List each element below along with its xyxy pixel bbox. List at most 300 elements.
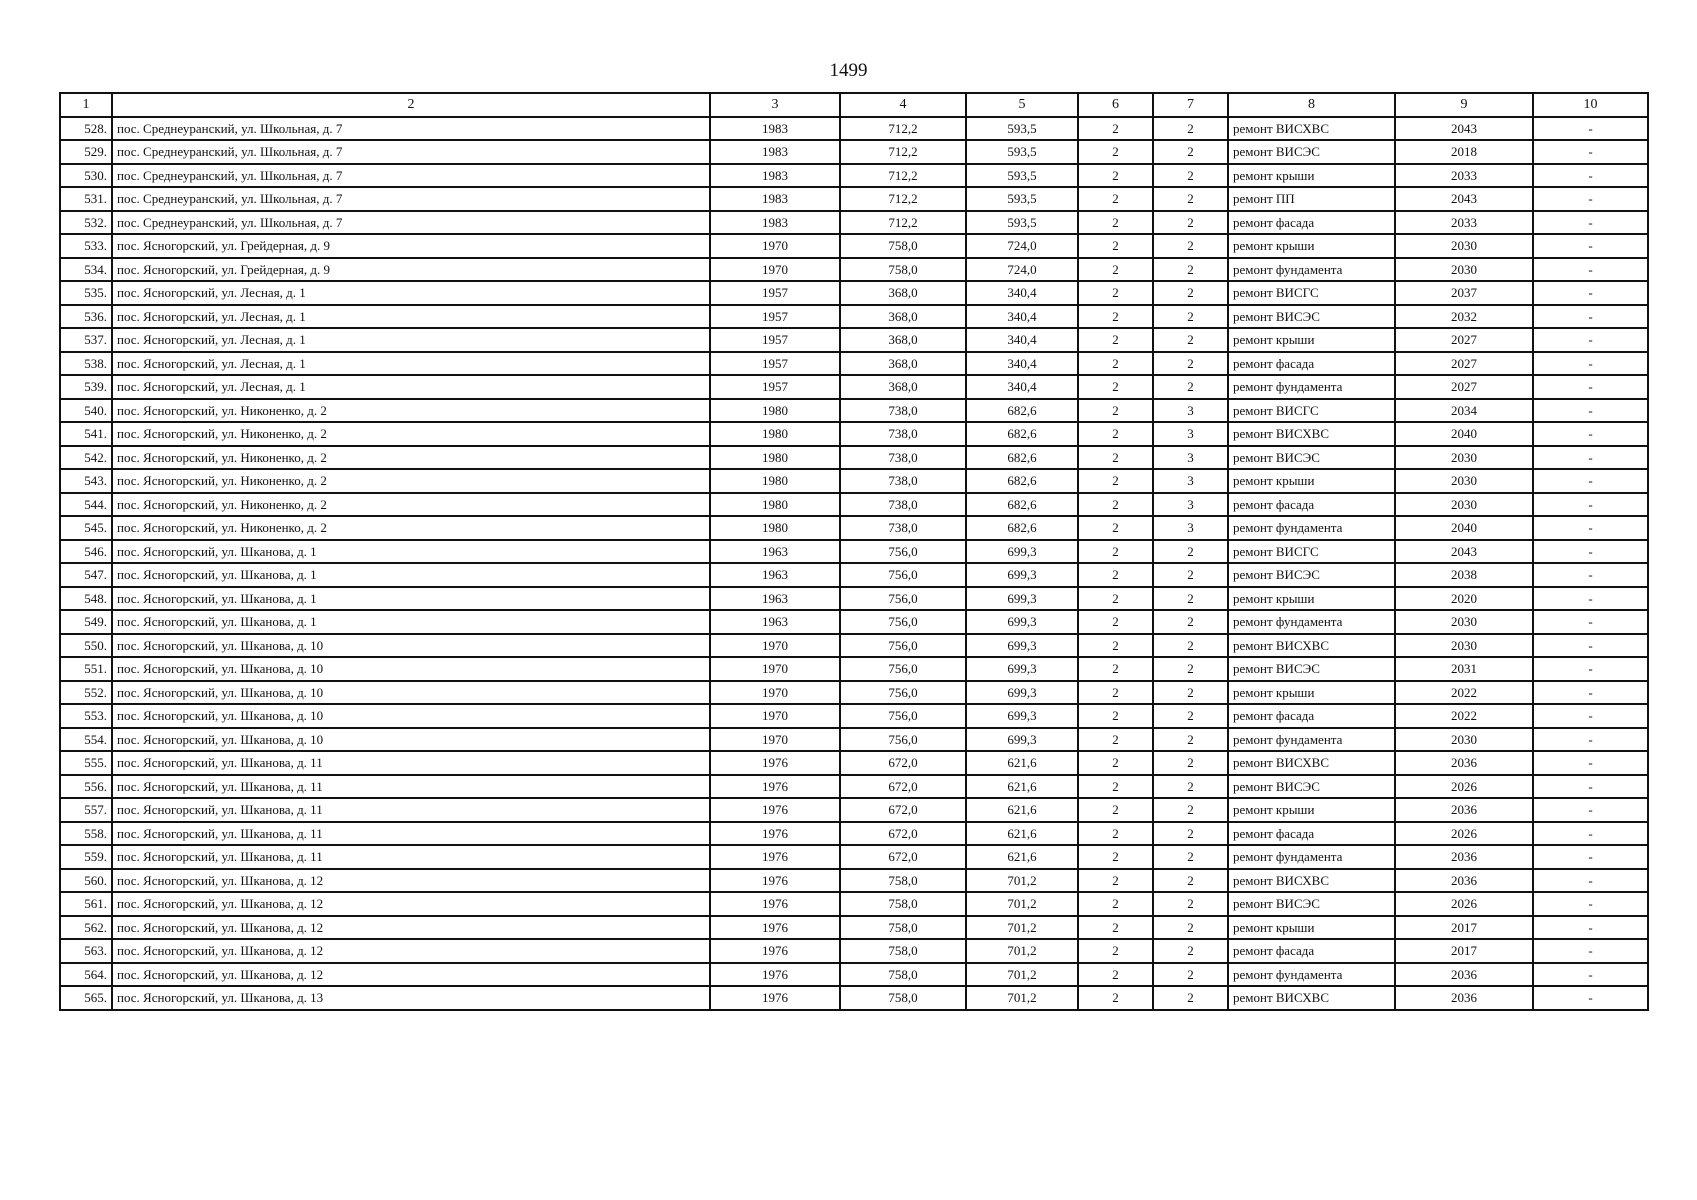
address-cell: пос. Ясногорский, ул. Никоненко, д. 2 [112, 469, 710, 493]
row-number: 529. [60, 140, 112, 164]
table-row [60, 563, 1648, 587]
living-area-cell: 701,2 [966, 986, 1078, 1010]
col10-cell: - [1533, 822, 1648, 846]
living-area-cell: 621,6 [966, 798, 1078, 822]
planned-year-cell: 2036 [1395, 751, 1533, 775]
living-area-cell: 621,6 [966, 751, 1078, 775]
planned-year-cell: 2043 [1395, 117, 1533, 141]
col7-cell: 2 [1153, 117, 1228, 141]
year-built-cell: 1957 [710, 328, 840, 352]
table-row [60, 493, 1648, 517]
col6-cell: 2 [1078, 775, 1153, 799]
total-area-cell: 756,0 [840, 634, 966, 658]
total-area-cell: 712,2 [840, 211, 966, 235]
planned-year-cell: 2030 [1395, 610, 1533, 634]
address-cell: пос. Ясногорский, ул. Шканова, д. 10 [112, 728, 710, 752]
year-built-cell: 1980 [710, 516, 840, 540]
table-row [60, 657, 1648, 681]
total-area-cell: 738,0 [840, 516, 966, 540]
col7-cell: 2 [1153, 775, 1228, 799]
address-cell: пос. Ясногорский, ул. Лесная, д. 1 [112, 375, 710, 399]
table-row [60, 963, 1648, 987]
work-type-cell: ремонт ВИСГС [1228, 399, 1395, 423]
work-type-cell: ремонт фундамента [1228, 516, 1395, 540]
total-area-cell: 756,0 [840, 681, 966, 705]
col7-cell: 2 [1153, 657, 1228, 681]
living-area-cell: 593,5 [966, 187, 1078, 211]
table-row [60, 375, 1648, 399]
row-number: 547. [60, 563, 112, 587]
row-number: 544. [60, 493, 112, 517]
column-header: 2 [112, 93, 710, 117]
year-built-cell: 1976 [710, 845, 840, 869]
row-number: 540. [60, 399, 112, 423]
total-area-cell: 368,0 [840, 305, 966, 329]
row-number: 545. [60, 516, 112, 540]
year-built-cell: 1970 [710, 234, 840, 258]
row-number: 561. [60, 892, 112, 916]
table-row [60, 634, 1648, 658]
page-number: 1499 [829, 60, 868, 81]
col10-cell: - [1533, 610, 1648, 634]
col6-cell: 2 [1078, 869, 1153, 893]
col7-cell: 2 [1153, 563, 1228, 587]
col6-cell: 2 [1078, 516, 1153, 540]
table-row [60, 986, 1648, 1010]
col7-cell: 2 [1153, 704, 1228, 728]
col10-cell: - [1533, 892, 1648, 916]
address-cell: пос. Ясногорский, ул. Шканова, д. 13 [112, 986, 710, 1010]
planned-year-cell: 2034 [1395, 399, 1533, 423]
year-built-cell: 1983 [710, 211, 840, 235]
address-cell: пос. Ясногорский, ул. Лесная, д. 1 [112, 305, 710, 329]
row-number: 557. [60, 798, 112, 822]
col10-cell: - [1533, 140, 1648, 164]
table-row [60, 446, 1648, 470]
address-cell: пос. Ясногорский, ул. Лесная, д. 1 [112, 281, 710, 305]
row-number: 539. [60, 375, 112, 399]
col6-cell: 2 [1078, 164, 1153, 188]
total-area-cell: 758,0 [840, 869, 966, 893]
address-cell: пос. Ясногорский, ул. Шканова, д. 11 [112, 798, 710, 822]
col6-cell: 2 [1078, 399, 1153, 423]
col10-cell: - [1533, 164, 1648, 188]
row-number: 535. [60, 281, 112, 305]
table-header-row [60, 93, 1648, 117]
work-type-cell: ремонт фасада [1228, 822, 1395, 846]
row-number: 552. [60, 681, 112, 705]
col6-cell: 2 [1078, 634, 1153, 658]
column-header: 4 [840, 93, 966, 117]
planned-year-cell: 2030 [1395, 258, 1533, 282]
col10-cell: - [1533, 211, 1648, 235]
address-cell: пос. Ясногорский, ул. Шканова, д. 11 [112, 775, 710, 799]
address-cell: пос. Ясногорский, ул. Шканова, д. 12 [112, 963, 710, 987]
table-row [60, 869, 1648, 893]
col6-cell: 2 [1078, 798, 1153, 822]
address-cell: пос. Ясногорский, ул. Шканова, д. 1 [112, 610, 710, 634]
work-type-cell: ремонт ВИСХВС [1228, 634, 1395, 658]
planned-year-cell: 2043 [1395, 540, 1533, 564]
work-type-cell: ремонт ВИСХВС [1228, 986, 1395, 1010]
table-row [60, 587, 1648, 611]
living-area-cell: 699,3 [966, 728, 1078, 752]
address-cell: пос. Ясногорский, ул. Шканова, д. 12 [112, 892, 710, 916]
address-cell: пос. Ясногорский, ул. Никоненко, д. 2 [112, 493, 710, 517]
table-row [60, 164, 1648, 188]
table-row [60, 775, 1648, 799]
col10-cell: - [1533, 845, 1648, 869]
year-built-cell: 1976 [710, 916, 840, 940]
year-built-cell: 1980 [710, 446, 840, 470]
work-type-cell: ремонт ПП [1228, 187, 1395, 211]
planned-year-cell: 2022 [1395, 704, 1533, 728]
living-area-cell: 340,4 [966, 375, 1078, 399]
address-cell: пос. Ясногорский, ул. Шканова, д. 1 [112, 540, 710, 564]
planned-year-cell: 2030 [1395, 728, 1533, 752]
planned-year-cell: 2036 [1395, 845, 1533, 869]
col6-cell: 2 [1078, 352, 1153, 376]
year-built-cell: 1963 [710, 540, 840, 564]
address-cell: пос. Ясногорский, ул. Шканова, д. 12 [112, 869, 710, 893]
work-type-cell: ремонт фундамента [1228, 375, 1395, 399]
address-cell: пос. Ясногорский, ул. Шканова, д. 12 [112, 916, 710, 940]
address-cell: пос. Ясногорский, ул. Лесная, д. 1 [112, 328, 710, 352]
living-area-cell: 682,6 [966, 422, 1078, 446]
col7-cell: 2 [1153, 211, 1228, 235]
row-number: 533. [60, 234, 112, 258]
address-cell: пос. Ясногорский, ул. Никоненко, д. 2 [112, 399, 710, 423]
work-type-cell: ремонт крыши [1228, 234, 1395, 258]
year-built-cell: 1957 [710, 352, 840, 376]
planned-year-cell: 2026 [1395, 892, 1533, 916]
col10-cell: - [1533, 963, 1648, 987]
address-cell: пос. Ясногорский, ул. Никоненко, д. 2 [112, 446, 710, 470]
row-number: 551. [60, 657, 112, 681]
table-row [60, 352, 1648, 376]
col7-cell: 2 [1153, 540, 1228, 564]
col6-cell: 2 [1078, 916, 1153, 940]
table-row [60, 117, 1648, 141]
col10-cell: - [1533, 234, 1648, 258]
col10-cell: - [1533, 493, 1648, 517]
table-row [60, 751, 1648, 775]
col7-cell: 2 [1153, 352, 1228, 376]
table-body [60, 117, 1648, 1010]
table-row [60, 540, 1648, 564]
col6-cell: 2 [1078, 305, 1153, 329]
living-area-cell: 340,4 [966, 328, 1078, 352]
col10-cell: - [1533, 328, 1648, 352]
col6-cell: 2 [1078, 281, 1153, 305]
work-type-cell: ремонт ВИСГС [1228, 281, 1395, 305]
row-number: 530. [60, 164, 112, 188]
row-number: 554. [60, 728, 112, 752]
col7-cell: 2 [1153, 869, 1228, 893]
table-row [60, 704, 1648, 728]
planned-year-cell: 2032 [1395, 305, 1533, 329]
total-area-cell: 672,0 [840, 822, 966, 846]
living-area-cell: 621,6 [966, 845, 1078, 869]
address-cell: пос. Ясногорский, ул. Шканова, д. 11 [112, 751, 710, 775]
planned-year-cell: 2027 [1395, 328, 1533, 352]
col6-cell: 2 [1078, 587, 1153, 611]
total-area-cell: 738,0 [840, 446, 966, 470]
col7-cell: 2 [1153, 164, 1228, 188]
year-built-cell: 1970 [710, 657, 840, 681]
planned-year-cell: 2027 [1395, 375, 1533, 399]
year-built-cell: 1980 [710, 399, 840, 423]
work-type-cell: ремонт ВИСХВС [1228, 869, 1395, 893]
table-row [60, 916, 1648, 940]
year-built-cell: 1983 [710, 117, 840, 141]
work-type-cell: ремонт ВИСЭС [1228, 446, 1395, 470]
year-built-cell: 1970 [710, 634, 840, 658]
row-number: 546. [60, 540, 112, 564]
living-area-cell: 340,4 [966, 281, 1078, 305]
living-area-cell: 724,0 [966, 258, 1078, 282]
col10-cell: - [1533, 281, 1648, 305]
planned-year-cell: 2018 [1395, 140, 1533, 164]
col7-cell: 2 [1153, 234, 1228, 258]
col6-cell: 2 [1078, 117, 1153, 141]
total-area-cell: 738,0 [840, 469, 966, 493]
col7-cell: 3 [1153, 469, 1228, 493]
col7-cell: 2 [1153, 798, 1228, 822]
work-type-cell: ремонт крыши [1228, 916, 1395, 940]
col6-cell: 2 [1078, 563, 1153, 587]
col10-cell: - [1533, 516, 1648, 540]
table-row [60, 845, 1648, 869]
planned-year-cell: 2037 [1395, 281, 1533, 305]
total-area-cell: 368,0 [840, 375, 966, 399]
work-type-cell: ремонт фундамента [1228, 258, 1395, 282]
table-row [60, 728, 1648, 752]
col7-cell: 2 [1153, 681, 1228, 705]
planned-year-cell: 2026 [1395, 775, 1533, 799]
total-area-cell: 368,0 [840, 281, 966, 305]
col10-cell: - [1533, 728, 1648, 752]
planned-year-cell: 2033 [1395, 211, 1533, 235]
col10-cell: - [1533, 704, 1648, 728]
total-area-cell: 756,0 [840, 587, 966, 611]
year-built-cell: 1957 [710, 281, 840, 305]
planned-year-cell: 2020 [1395, 587, 1533, 611]
col10-cell: - [1533, 352, 1648, 376]
planned-year-cell: 2040 [1395, 516, 1533, 540]
col7-cell: 2 [1153, 892, 1228, 916]
total-area-cell: 368,0 [840, 328, 966, 352]
living-area-cell: 724,0 [966, 234, 1078, 258]
col7-cell: 2 [1153, 258, 1228, 282]
total-area-cell: 758,0 [840, 939, 966, 963]
year-built-cell: 1963 [710, 563, 840, 587]
work-type-cell: ремонт ВИСЭС [1228, 775, 1395, 799]
living-area-cell: 682,6 [966, 446, 1078, 470]
year-built-cell: 1957 [710, 375, 840, 399]
address-cell: пос. Ясногорский, ул. Шканова, д. 1 [112, 563, 710, 587]
work-type-cell: ремонт ВИСХВС [1228, 117, 1395, 141]
row-number: 528. [60, 117, 112, 141]
table-row [60, 140, 1648, 164]
living-area-cell: 699,3 [966, 563, 1078, 587]
total-area-cell: 738,0 [840, 422, 966, 446]
table-row [60, 516, 1648, 540]
table-row [60, 187, 1648, 211]
living-area-cell: 699,3 [966, 610, 1078, 634]
address-cell: пос. Среднеуранский, ул. Школьная, д. 7 [112, 187, 710, 211]
address-cell: пос. Ясногорский, ул. Шканова, д. 1 [112, 587, 710, 611]
year-built-cell: 1976 [710, 869, 840, 893]
row-number: 555. [60, 751, 112, 775]
total-area-cell: 672,0 [840, 751, 966, 775]
total-area-cell: 758,0 [840, 892, 966, 916]
total-area-cell: 712,2 [840, 117, 966, 141]
column-header: 1 [60, 93, 112, 117]
year-built-cell: 1983 [710, 140, 840, 164]
col10-cell: - [1533, 916, 1648, 940]
col7-cell: 2 [1153, 845, 1228, 869]
total-area-cell: 756,0 [840, 540, 966, 564]
col6-cell: 2 [1078, 986, 1153, 1010]
col7-cell: 2 [1153, 328, 1228, 352]
col10-cell: - [1533, 422, 1648, 446]
col6-cell: 2 [1078, 751, 1153, 775]
row-number: 559. [60, 845, 112, 869]
living-area-cell: 682,6 [966, 493, 1078, 517]
col7-cell: 2 [1153, 305, 1228, 329]
living-area-cell: 593,5 [966, 140, 1078, 164]
col10-cell: - [1533, 775, 1648, 799]
planned-year-cell: 2017 [1395, 916, 1533, 940]
col7-cell: 2 [1153, 587, 1228, 611]
table-row [60, 939, 1648, 963]
living-area-cell: 701,2 [966, 939, 1078, 963]
work-type-cell: ремонт ВИСЭС [1228, 892, 1395, 916]
col6-cell: 2 [1078, 657, 1153, 681]
col6-cell: 2 [1078, 211, 1153, 235]
table-row [60, 281, 1648, 305]
col10-cell: - [1533, 446, 1648, 470]
col7-cell: 2 [1153, 728, 1228, 752]
address-cell: пос. Ясногорский, ул. Лесная, д. 1 [112, 352, 710, 376]
total-area-cell: 758,0 [840, 916, 966, 940]
repair-schedule-table [59, 92, 1649, 1011]
address-cell: пос. Ясногорский, ул. Шканова, д. 11 [112, 822, 710, 846]
year-built-cell: 1980 [710, 422, 840, 446]
row-number: 538. [60, 352, 112, 376]
col6-cell: 2 [1078, 187, 1153, 211]
col7-cell: 3 [1153, 422, 1228, 446]
col7-cell: 3 [1153, 493, 1228, 517]
total-area-cell: 756,0 [840, 610, 966, 634]
year-built-cell: 1970 [710, 681, 840, 705]
table-row [60, 234, 1648, 258]
work-type-cell: ремонт фасада [1228, 352, 1395, 376]
col7-cell: 2 [1153, 187, 1228, 211]
table-row [60, 422, 1648, 446]
table-row [60, 328, 1648, 352]
year-built-cell: 1976 [710, 939, 840, 963]
work-type-cell: ремонт ВИСХВС [1228, 751, 1395, 775]
col6-cell: 2 [1078, 892, 1153, 916]
planned-year-cell: 2036 [1395, 869, 1533, 893]
planned-year-cell: 2043 [1395, 187, 1533, 211]
col6-cell: 2 [1078, 704, 1153, 728]
col6-cell: 2 [1078, 610, 1153, 634]
work-type-cell: ремонт ВИСЭС [1228, 657, 1395, 681]
planned-year-cell: 2038 [1395, 563, 1533, 587]
total-area-cell: 758,0 [840, 963, 966, 987]
total-area-cell: 368,0 [840, 352, 966, 376]
total-area-cell: 712,2 [840, 164, 966, 188]
living-area-cell: 593,5 [966, 164, 1078, 188]
address-cell: пос. Ясногорский, ул. Никоненко, д. 2 [112, 422, 710, 446]
column-header: 3 [710, 93, 840, 117]
total-area-cell: 738,0 [840, 493, 966, 517]
column-header: 7 [1153, 93, 1228, 117]
col7-cell: 2 [1153, 963, 1228, 987]
living-area-cell: 701,2 [966, 963, 1078, 987]
work-type-cell: ремонт ВИСГС [1228, 540, 1395, 564]
col7-cell: 2 [1153, 939, 1228, 963]
planned-year-cell: 2030 [1395, 634, 1533, 658]
col10-cell: - [1533, 798, 1648, 822]
col6-cell: 2 [1078, 422, 1153, 446]
col10-cell: - [1533, 939, 1648, 963]
work-type-cell: ремонт крыши [1228, 798, 1395, 822]
year-built-cell: 1957 [710, 305, 840, 329]
living-area-cell: 699,3 [966, 681, 1078, 705]
year-built-cell: 1983 [710, 164, 840, 188]
col10-cell: - [1533, 399, 1648, 423]
col10-cell: - [1533, 657, 1648, 681]
living-area-cell: 699,3 [966, 704, 1078, 728]
work-type-cell: ремонт фундамента [1228, 845, 1395, 869]
address-cell: пос. Среднеуранский, ул. Школьная, д. 7 [112, 164, 710, 188]
row-number: 556. [60, 775, 112, 799]
col7-cell: 2 [1153, 822, 1228, 846]
living-area-cell: 682,6 [966, 399, 1078, 423]
col6-cell: 2 [1078, 681, 1153, 705]
living-area-cell: 682,6 [966, 469, 1078, 493]
address-cell: пос. Ясногорский, ул. Шканова, д. 10 [112, 657, 710, 681]
address-cell: пос. Среднеуранский, ул. Школьная, д. 7 [112, 117, 710, 141]
planned-year-cell: 2030 [1395, 469, 1533, 493]
col7-cell: 3 [1153, 399, 1228, 423]
col10-cell: - [1533, 469, 1648, 493]
work-type-cell: ремонт фундамента [1228, 728, 1395, 752]
row-number: 549. [60, 610, 112, 634]
address-cell: пос. Ясногорский, ул. Шканова, д. 10 [112, 634, 710, 658]
planned-year-cell: 2036 [1395, 963, 1533, 987]
year-built-cell: 1976 [710, 963, 840, 987]
table-row [60, 258, 1648, 282]
row-number: 543. [60, 469, 112, 493]
total-area-cell: 758,0 [840, 986, 966, 1010]
table-row [60, 469, 1648, 493]
col10-cell: - [1533, 540, 1648, 564]
col6-cell: 2 [1078, 963, 1153, 987]
address-cell: пос. Ясногорский, ул. Никоненко, д. 2 [112, 516, 710, 540]
col7-cell: 3 [1153, 446, 1228, 470]
planned-year-cell: 2031 [1395, 657, 1533, 681]
total-area-cell: 756,0 [840, 657, 966, 681]
total-area-cell: 672,0 [840, 775, 966, 799]
total-area-cell: 758,0 [840, 234, 966, 258]
living-area-cell: 701,2 [966, 892, 1078, 916]
row-number: 534. [60, 258, 112, 282]
